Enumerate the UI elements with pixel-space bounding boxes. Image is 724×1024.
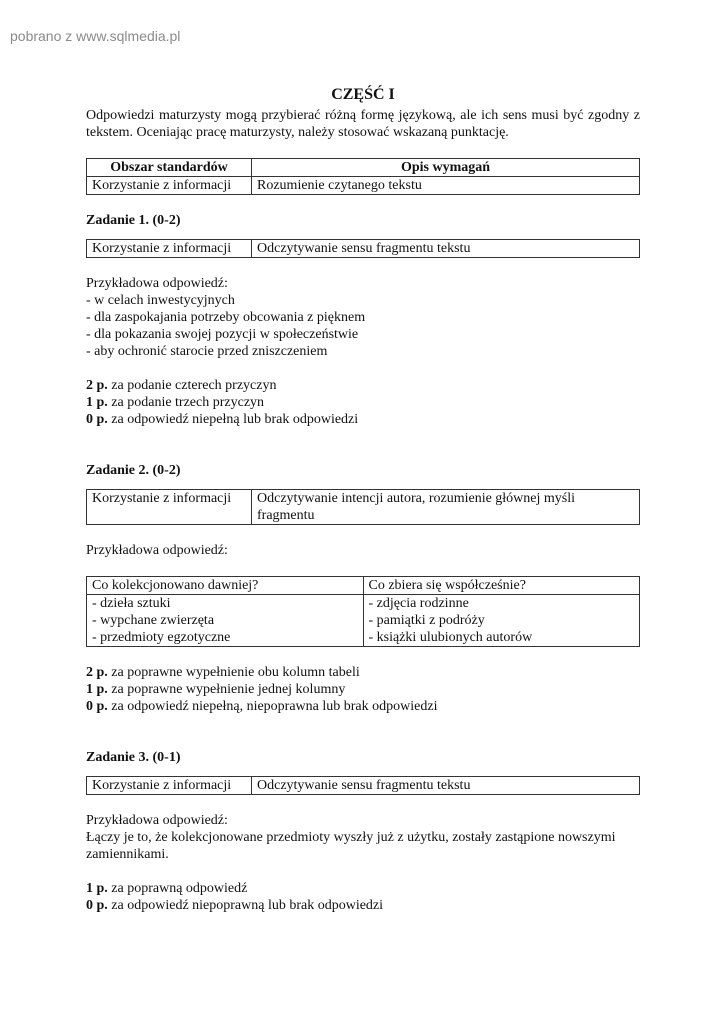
task3-heading: Zadanie 3. (0-1) — [86, 750, 181, 765]
score-text: za odpowiedź niepełną lub brak odpowiedzi — [107, 412, 359, 427]
score-points: 1 p. — [86, 881, 108, 896]
score-text: za poprawne wypełnienie obu kolumn tabeli — [107, 665, 360, 680]
score-text: za podanie trzech przyczyn — [107, 395, 265, 410]
task3-requirement: Odczytywanie sensu fragmentu tekstu — [252, 777, 640, 795]
answer-header-present: Co zbiera się współcześnie? — [363, 577, 640, 595]
list-item: - przedmioty egzotyczne — [92, 630, 231, 645]
document-body — [86, 86, 640, 914]
score-points: 0 p. — [86, 699, 108, 714]
watermark: pobrano z www.sqlmedia.pl — [10, 28, 181, 44]
score-points: 2 p. — [86, 665, 108, 680]
task3-area: Korzystanie z informacji — [87, 777, 252, 795]
standards-table — [86, 158, 640, 195]
page-title: CZĘŚĆ I — [331, 86, 395, 103]
list-item: - zdjęcia rodzinne — [368, 596, 469, 611]
task2-area: Korzystanie z informacji — [87, 490, 252, 525]
list-item: - wypchane zwierzęta — [92, 613, 215, 628]
task1-requirement: Odczytywanie sensu fragmentu tekstu — [252, 240, 640, 258]
list-item: - pamiątki z podróży — [368, 613, 485, 628]
score-points: 0 p. — [86, 412, 108, 427]
task3-score-1 — [86, 880, 640, 897]
standards-cell-area: Korzystanie z informacji — [87, 177, 252, 195]
list-item: - dla zaspokajania potrzeby obcowania z pięknem — [86, 310, 366, 325]
standards-header-area: Obszar standardów — [87, 159, 252, 177]
score-points: 0 p. — [86, 898, 108, 913]
list-item: - w celach inwestycyjnych — [86, 293, 235, 308]
task3-table — [86, 776, 640, 795]
score-text: za odpowiedź niepełną, niepoprawna lub brak odpowiedzi — [107, 699, 438, 714]
standards-cell-requirement: Rozumienie czytanego tekstu — [252, 177, 640, 195]
answer-header-past: Co kolekcjonowano dawniej? — [87, 577, 364, 595]
task1-area: Korzystanie z informacji — [87, 240, 252, 258]
score-text: za poprawne wypełnienie jednej kolumny — [107, 682, 346, 697]
score-points: 1 p. — [86, 395, 108, 410]
task3-answer-text: Łączy je to, że kolekcjonowane przedmioty wyszły już z użytku, zostały zastąpione nowszymi zamiennikami. — [86, 830, 616, 862]
task2-score-1 — [86, 681, 640, 698]
answer-column-present — [363, 595, 640, 647]
score-points: 1 p. — [86, 682, 108, 697]
task3-score-0 — [86, 897, 640, 914]
task2-answer-label: Przykładowa odpowiedź: — [86, 543, 228, 558]
task1-heading: Zadanie 1. (0-2) — [86, 213, 181, 228]
list-item: - aby ochronić starocie przed zniszczeniem — [86, 344, 328, 359]
intro-paragraph: Odpowiedzi maturzysty mogą przybierać różną formę językową, ale ich sens musi być zgodny z tekstem. Oceniając pracę maturzysty, należy stosować wskazaną punktację. — [86, 108, 640, 140]
answer-column-past — [87, 595, 364, 647]
list-item: - dzieła sztuki — [92, 596, 171, 611]
task1-score-0 — [86, 411, 640, 428]
task2-score-0 — [86, 698, 640, 715]
task1-table — [86, 239, 640, 258]
score-points: 2 p. — [86, 378, 108, 393]
task1-score-1 — [86, 394, 640, 411]
score-text: za poprawną odpowiedź — [107, 881, 248, 896]
list-item: - książki ulubionych autorów — [368, 630, 533, 645]
task2-heading: Zadanie 2. (0-2) — [86, 463, 181, 478]
task2-answer-table — [86, 576, 640, 647]
task2-requirement: Odczytywanie intencji autora, rozumienie głównej myśli fragmentu — [252, 490, 640, 525]
task1-answer-label: Przykładowa odpowiedź: — [86, 276, 228, 291]
task3-answer-label: Przykładowa odpowiedź: — [86, 813, 228, 828]
task2-table — [86, 489, 640, 525]
list-item: - dla pokazania swojej pozycji w społeczeństwie — [86, 327, 359, 342]
standards-header-requirements: Opis wymagań — [252, 159, 640, 177]
score-text: za odpowiedź niepoprawną lub brak odpowiedzi — [107, 898, 384, 913]
score-text: za podanie czterech przyczyn — [107, 378, 277, 393]
task1-score-2 — [86, 377, 640, 394]
task2-score-2 — [86, 664, 640, 681]
